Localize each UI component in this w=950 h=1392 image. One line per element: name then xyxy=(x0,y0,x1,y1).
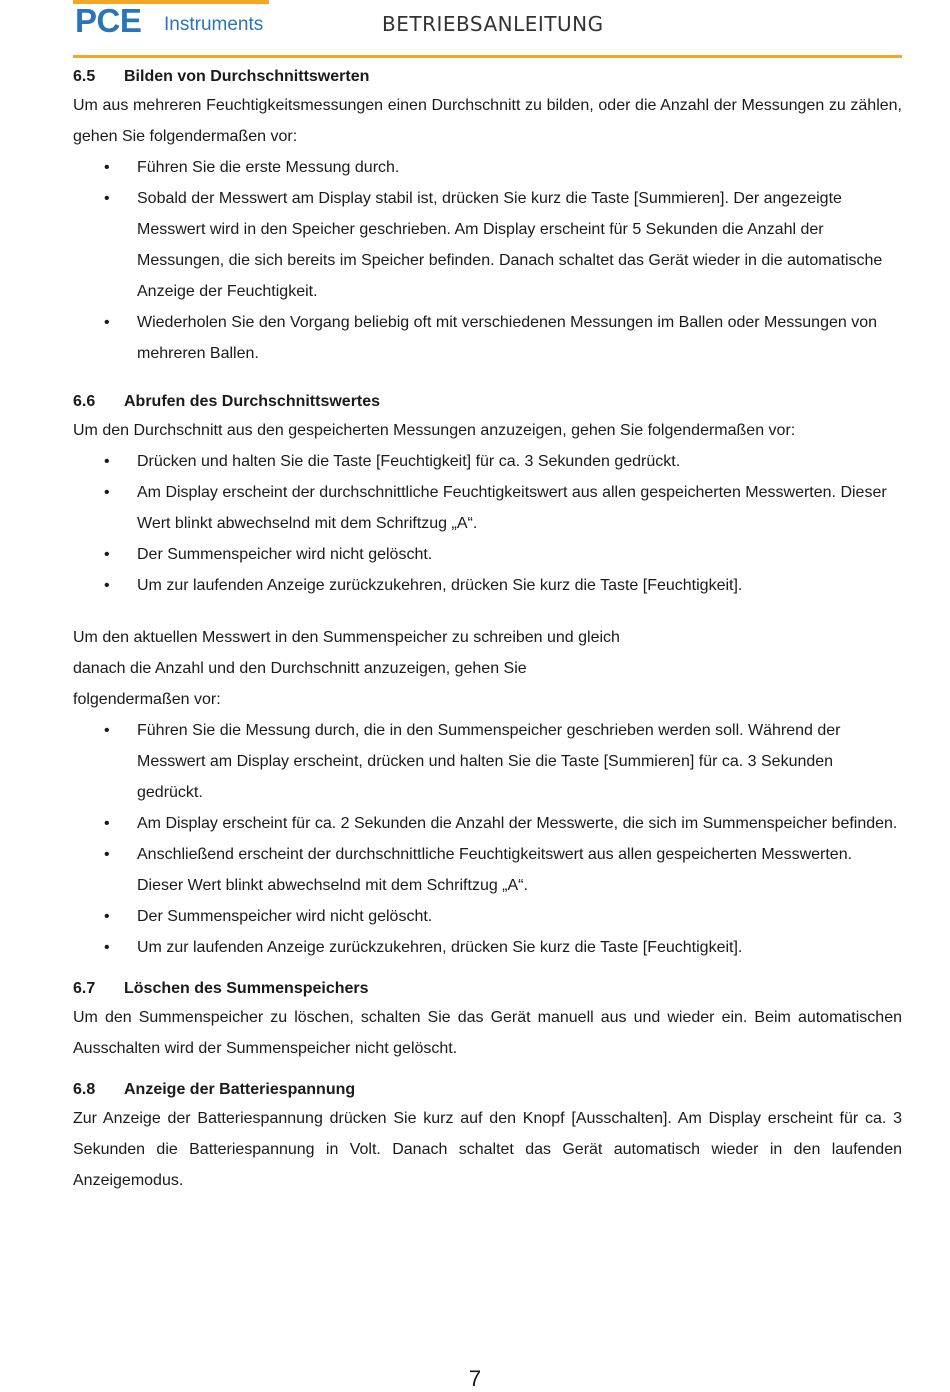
list-item: • Wiederholen Sie den Vorgang beliebig oft mit verschiedenen Messungen im Ballen oder Messungen von mehreren Ballen. xyxy=(73,307,902,369)
intro-line: folgendermaßen vor: xyxy=(73,691,221,708)
list-item: • Der Summenspeicher wird nicht gelöscht. xyxy=(73,901,902,932)
bullet-list xyxy=(73,715,902,963)
section-6-6 xyxy=(73,389,902,963)
page-content xyxy=(73,64,902,1196)
section-body: Zur Anzeige der Batteriespannung drücken Sie kurz auf den Knopf [Ausschalten]. Am Display erscheint für ca. 3 Sekunden die Batteriespannung in Volt. Danach schaltet das Gerät automatisch wieder in den laufenden Anzeigemodus. xyxy=(73,1110,902,1189)
bullet-list xyxy=(73,152,902,369)
section-title: Abrufen des Durchschnittswertes xyxy=(124,393,381,410)
list-item: • Führen Sie die Messung durch, die in den Summenspeicher geschrieben werden soll. Während der Messwert am Display erscheint, drücken und halten Sie die Taste [Summieren] für ca. 3 Sekunden gedrückt. xyxy=(73,715,902,808)
document-title: BETRIEBSANLEITUNG xyxy=(382,12,604,36)
section-6-7 xyxy=(73,976,902,1064)
section-number: 6.6 xyxy=(73,393,96,410)
section-intro: Um den Durchschnitt aus den gespeicherten Messungen anzuzeigen, gehen Sie folgendermaßen vor: xyxy=(73,422,796,439)
list-item: • Sobald der Messwert am Display stabil ist, drücken Sie kurz die Taste [Summieren]. Der angezeigte Messwert wird in den Speicher geschrieben. Am Display erscheint für 5 Sekunden die Anzahl der Messungen, die sich bereits im Speicher befinden. Danach schaltet das Gerät wieder in die automatische Anzeige der Feuchtigkeit. xyxy=(73,183,902,307)
section-title: Löschen des Summenspeichers xyxy=(124,980,369,997)
list-item: • Anschließend erscheint der durchschnittliche Feuchtigkeitswert aus allen gespeicherten Messwerten. Dieser Wert blinkt abwechselnd mit dem Schriftzug „A“. xyxy=(73,839,902,901)
section-intro-secondary xyxy=(73,622,902,715)
header-divider xyxy=(73,55,902,58)
list-item: • Um zur laufenden Anzeige zurückzukehren, drücken Sie kurz die Taste [Feuchtigkeit]. xyxy=(73,570,902,601)
section-heading xyxy=(73,64,902,90)
section-heading xyxy=(73,389,902,415)
section-number: 6.8 xyxy=(73,1081,96,1098)
list-item: • Um zur laufenden Anzeige zurückzukehren, drücken Sie kurz die Taste [Feuchtigkeit]. xyxy=(73,932,902,963)
page-number: 7 xyxy=(468,1366,482,1391)
logo-subtitle: Instruments xyxy=(164,14,264,35)
pce-instruments-logo xyxy=(73,0,273,48)
section-6-8 xyxy=(73,1077,902,1196)
logo-brand: PCE xyxy=(75,2,142,39)
section-body: Um den Summenspeicher zu löschen, schalten Sie das Gerät manuell aus und wieder ein. Beim automatischen Ausschalten wird der Summenspeicher nicht gelöscht. xyxy=(73,1009,902,1057)
section-number: 6.7 xyxy=(73,980,96,997)
section-6-5 xyxy=(73,64,902,369)
section-title: Bilden von Durchschnittswerten xyxy=(124,68,370,85)
bullet-list xyxy=(73,446,902,601)
intro-line: danach die Anzahl und den Durchschnitt anzuzeigen, gehen Sie xyxy=(73,660,527,677)
list-item: • Drücken und halten Sie die Taste [Feuchtigkeit] für ca. 3 Sekunden gedrückt. xyxy=(73,446,902,477)
intro-line: Um den aktuellen Messwert in den Summenspeicher zu schreiben und gleich xyxy=(73,629,620,646)
section-number: 6.5 xyxy=(73,68,96,85)
section-title: Anzeige der Batteriespannung xyxy=(124,1081,356,1098)
page-header xyxy=(73,0,902,60)
list-item: • Am Display erscheint der durchschnittliche Feuchtigkeitswert aus allen gespeicherten Messwerten. Dieser Wert blinkt abwechselnd mit dem Schriftzug „A“. xyxy=(73,477,902,539)
list-item: • Am Display erscheint für ca. 2 Sekunden die Anzahl der Messwerte, die sich im Summenspeicher befinden. xyxy=(73,808,902,839)
list-item: • Führen Sie die erste Messung durch. xyxy=(73,152,902,183)
section-intro: Um aus mehreren Feuchtigkeitsmessungen einen Durchschnitt zu bilden, oder die Anzahl der Messungen zu zählen, gehen Sie folgendermaßen vor: xyxy=(73,97,902,145)
list-item: • Der Summenspeicher wird nicht gelöscht. xyxy=(73,539,902,570)
section-heading xyxy=(73,1077,902,1103)
section-heading xyxy=(73,976,902,1002)
